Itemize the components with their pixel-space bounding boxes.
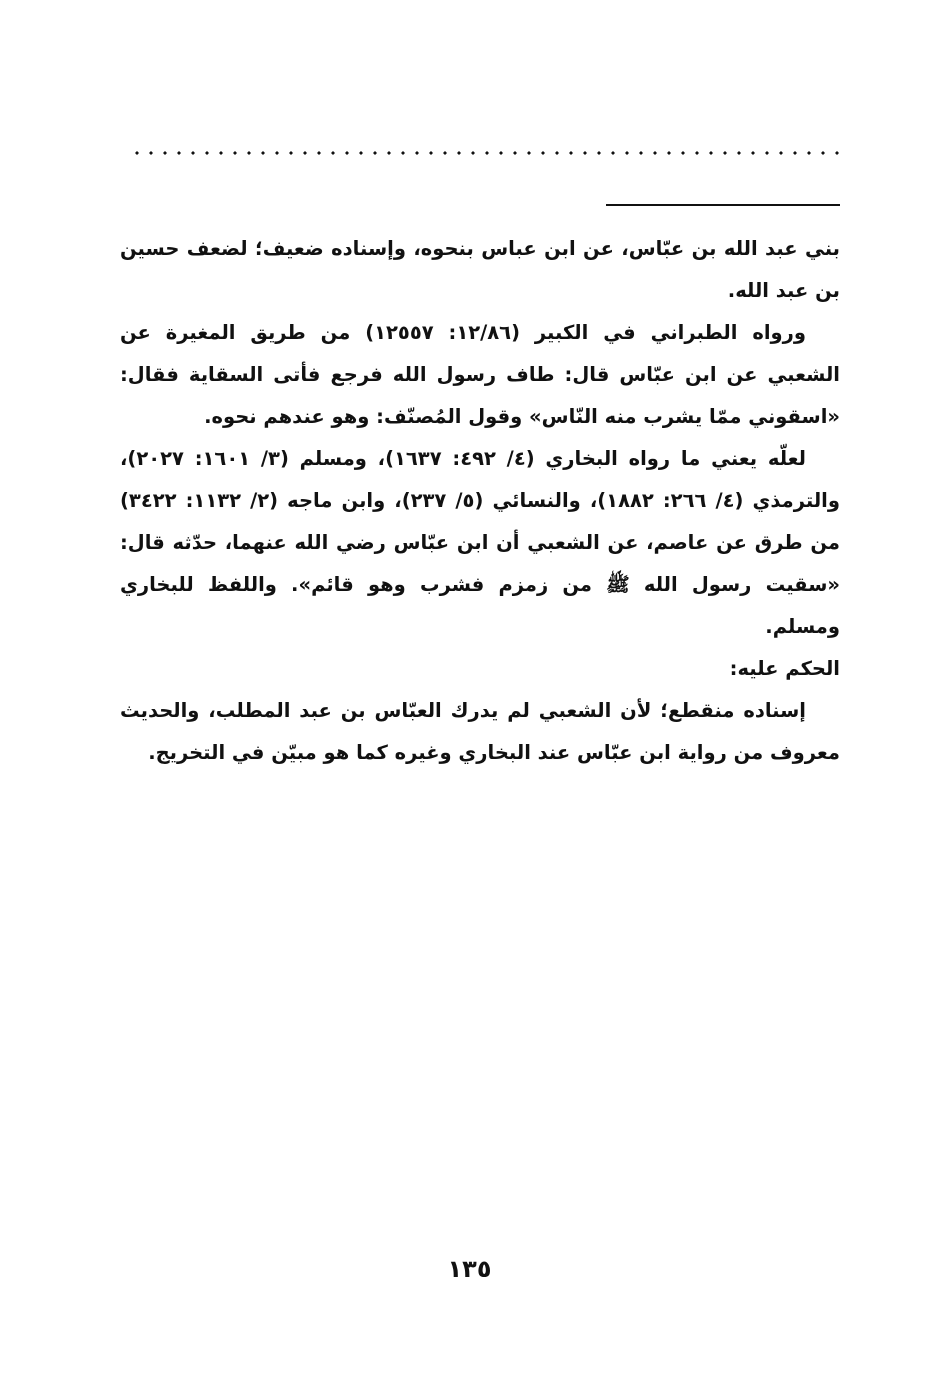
dotted-separator: [130, 148, 840, 158]
paragraph-tabarani: ورواه الطبراني في الكبير (١٢/٨٦: ١٢٥٥٧) من طريق المغيرة عن الشعبي عن ابن عبّاس قال: طاف رسول الله فرجع فأتى السقاية فقال: «اسقوني ممّا يشرب منه النّاس» وقول المُصنّف: وهو عندهم نحوه.: [120, 321, 840, 428]
ruling-heading: الحكم عليه:: [729, 657, 840, 680]
footnote-rule: [606, 204, 840, 206]
main-text: [120, 228, 840, 774]
paragraph-bukhari: لعلّه يعني ما رواه البخاري (٤/ ٤٩٢: ١٦٣٧)، ومسلم (٣/ ١٦٠١: ٢٠٢٧)، والترمذي (٤/ ٢٦٦: ١٨٨٢)، والنسائي (٥/ ٢٣٧)، وابن ماجه (٢/ ١١٣٢: ٣٤٢٢) من طرق عن عاصم، عن الشعبي أن ابن عبّاس رضي الله عنهما، حدّثه قال: «سقيت رسول الله ﷺ من زمزم فشرب وهو قائم». واللفظ للبخاري ومسلم.: [120, 447, 840, 638]
page-number: ١٣٥: [447, 1255, 492, 1283]
paragraph-continuation: بني عبد الله بن عبّاس، عن ابن عباس بنحوه، وإسناده ضعيف؛ لضعف حسين بن عبد الله.: [120, 237, 840, 302]
paragraph-ruling: إسناده منقطع؛ لأن الشعبي لم يدرك العبّاس بن عبد المطلب، والحديث معروف من رواية ابن عبّاس عند البخاري وغيره كما هو مبيّن في التخريج.: [120, 699, 840, 764]
